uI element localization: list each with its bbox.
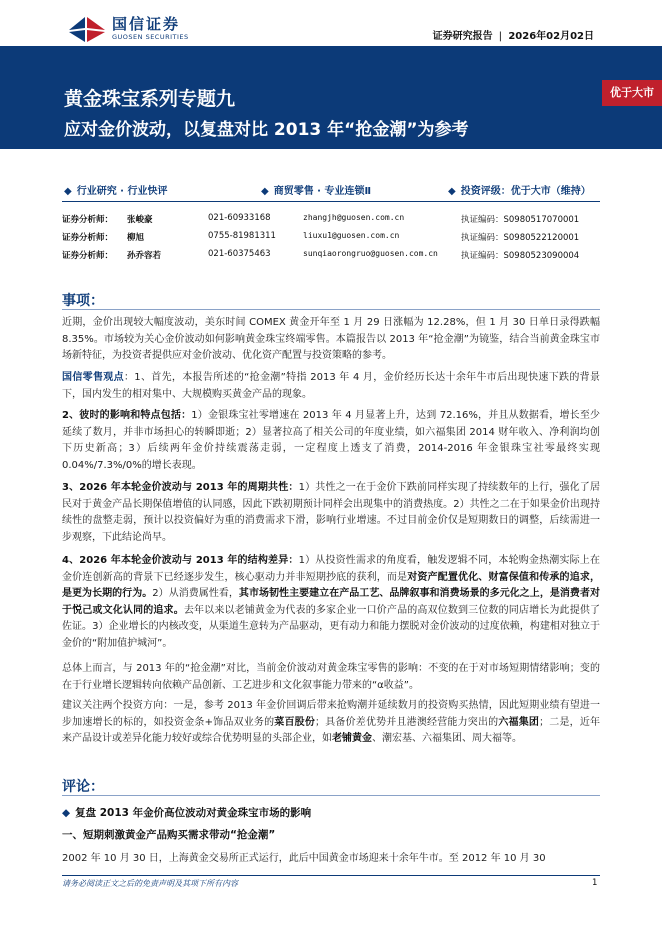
impact-lead: 2、彼时的影响和特点包括： <box>62 410 192 421</box>
difference-lead: 4、2026 年本轮金价波动与 2013 年的结构差异： <box>62 555 299 566</box>
stock-caibai: 菜百股份 <box>274 716 316 728</box>
header-separator: | <box>498 31 503 42</box>
rating-label: 投资评级：优于大市（维持） <box>460 186 591 197</box>
logo-name-cn: 国信证券 <box>112 15 181 33</box>
analyst-phone: 0755-81981311 <box>208 231 276 241</box>
para-impact <box>62 408 600 474</box>
difference-text-e: 去年以来以老铺黄金为代表的多家企业一口价产品的高双位数到三位数的同店增长为此提供了佐证。3）企业增长的内核改变，从渠道生意转为产品驱动，更有动力和能力摆脱对金价波动的过度依赖，构建相对独立于金价的“附加值护城河”。 <box>62 604 601 649</box>
section-title-comments: 评论： <box>62 779 104 795</box>
difference-emph-d: 其市场韧性主要建立在产品工艺、品牌叙事和消费场景的多元化之上，是消费者对于悦己或文化认同的追求。 <box>62 588 600 616</box>
commonality-text: 1）共性之一在于金价下跌前同样实现了持续数年的上行，强化了居民对于黄金产品长期保值增值的认同感，因此下跌初期预计同样会出现集中的消费热度。2）共性之二在于如果金价出现持续性的盘整走弱，预计以投资偏好为重的消费需求下滑，影响行业增速。不过目前金价仅是短期数日的调整，后续需进一步观察，下此结论尚早。 <box>62 482 600 543</box>
analyst-role: 证券分析师： <box>62 233 114 243</box>
para-intro: 近期，金价出现较大幅度波动，美东时间 COMEX 黄金开年至 1 月 29 日涨幅为 12.28%，但 1 月 30 日单日录得跌幅 8.35%。市场较为关心金价波动如何影响黄金珠宝终端零售。本篇报告以 2013 年“抢金潮”为镜鉴，结合当前黄金珠宝市场新特征，为投资者提供应对金价波动、优化资产配置与投资策略的参考。 <box>62 317 600 361</box>
recommend-text-e: ；二是，近年来产品设计或差异化能力较好或综合优势明显的头部企业，如 <box>62 716 601 744</box>
recommend-text-g: 、潮宏基、六福集团、周大福等。 <box>372 733 522 744</box>
stock-laopu: 老铺黄金 <box>332 733 372 744</box>
page-number: 1 <box>592 878 598 888</box>
impact-text: 1）金银珠宝社零增速在 2013 年 4 月显著上升，达到 72.16%，并且从数据看，增长至少延续了数月，并非市场担心的转瞬即逝；2）显著拉高了相关公司的年度业绩，如六福集团 2014 财年收入、净利润均创下历史新高；3）后续两年金价持续震荡走弱，一定程度上透支了消费，2014-2016 年金银珠宝社零最终实现 0.04%/7.3%/0%的增长表现。 <box>62 410 600 471</box>
section-rule <box>62 795 600 796</box>
analyst-phone: 021-60933168 <box>208 213 271 223</box>
rating-tag: 优于大市 <box>602 80 662 106</box>
analyst-name: 柳旭 <box>127 233 145 243</box>
stock-liufu: 六福集团 <box>498 716 540 728</box>
commonality-lead: 3、2026 年本轮金价波动与 2013 年的周期共性： <box>62 482 299 493</box>
analyst-cert: 执证编码：S0980522120001 <box>461 233 580 243</box>
section-rule <box>62 309 600 310</box>
meta-sector <box>261 182 371 197</box>
para-difference <box>62 553 600 652</box>
meta-industry <box>64 182 167 197</box>
analyst-email[interactable]: liuxu1@guosen.com.cn <box>303 231 400 240</box>
diamond-bullet-icon: ◆ <box>448 186 456 197</box>
analyst-role: 证券分析师： <box>62 251 114 261</box>
sub-heading: 一、短期刺激黄金产品购买需求带动“抢金潮” <box>62 829 276 841</box>
para-summary: 总体上而言，与 2013 年的“抢金潮”对比，当前金价波动对黄金珠宝零售的影响：不变的在于对市场短期情绪影响；变的在于行业增长逻辑转向依赖产品创新、工艺进步和文化叙事能力带来的“α收益”。 <box>62 663 600 691</box>
para-history: 2002 年 10 月 30 日，上海黄金交易所正式运行，此后中国黄金市场迎来十余年牛市。至 2012 年 10 月 30 <box>62 853 546 864</box>
bullet-heading <box>62 805 311 820</box>
diamond-bullet-icon: ◆ <box>64 186 72 197</box>
para-commonality <box>62 480 600 546</box>
analyst-email[interactable]: sunqiaorongruo@guosen.com.cn <box>303 249 438 258</box>
para-viewpoint <box>62 370 600 403</box>
recommend-text-a: 建议关注两个投资方向：一是，参考 2013 年金价回调后带来抢购潮并延续数月的投资购买热情，因此短期业绩有望进一步加速增长的标的，如投资金条+饰品双业务的 <box>62 700 600 728</box>
guosen-logo-icon <box>67 14 107 44</box>
section-title-events: 事项： <box>62 293 104 309</box>
report-title: 黄金珠宝系列专题九 <box>64 88 236 110</box>
difference-emph-b: 对资产配置优化、财富保值和传承的追求，是更为长期的行为。 <box>62 571 601 599</box>
diamond-bullet-icon: ◆ <box>261 186 269 197</box>
analyst-cert: 执证编码：S0980523090004 <box>461 251 580 261</box>
diamond-bullet-icon: ◆ <box>62 807 71 819</box>
logo-name-en: GUOSEN SECURITIES <box>112 33 189 41</box>
analyst-phone: 021-60375463 <box>208 249 271 259</box>
viewpoint-text: ：1、首先，本报告所述的“抢金潮”特指 2013 年 4 月，金价经历长达十余年牛市后出现快速下跌的背景下，国内发生的相对集中、大规模购买黄金产品的现象。 <box>62 372 601 400</box>
meta-rating <box>448 182 591 197</box>
difference-text-c: 2）从消费属性看， <box>152 588 239 599</box>
analyst-name: 张峻豪 <box>127 215 153 225</box>
report-subtitle: 应对金价波动，以复盘对比 2013 年“抢金潮”为参考 <box>64 120 469 140</box>
recommend-text-c: ；具备价差优势并且港澳经营能力突出的 <box>315 716 499 728</box>
analyst-name: 孙乔容若 <box>127 251 162 261</box>
report-date: 2026年02月02日 <box>508 31 594 42</box>
difference-text-a: 1）从投资性需求的角度看，触发逻辑不同，本轮购金热潮实际上在金价连创新高的背景下已经逐步发生，核心驱动力并非短期抄底的获利，而是 <box>62 555 600 583</box>
viewpoint-lead: 国信零售观点 <box>62 372 124 383</box>
analyst-role: 证券分析师： <box>62 215 114 225</box>
footer-rule <box>62 875 600 876</box>
industry-label: 行业研究 · 行业快评 <box>76 186 168 197</box>
report-type: 证券研究报告 <box>432 31 493 42</box>
bullet-heading-text: 复盘 2013 年金价高位波动对黄金珠宝市场的影响 <box>75 807 312 819</box>
meta-divider <box>62 201 600 202</box>
footer-disclaimer: 请务必阅读正文之后的免责声明及其项下所有内容 <box>62 879 238 888</box>
para-recommend <box>62 698 600 748</box>
analyst-cert: 执证编码：S0980517070001 <box>461 215 580 225</box>
analyst-email[interactable]: zhangjh@guosen.com.cn <box>303 213 405 222</box>
sector-label: 商贸零售 · 专业连锁Ⅱ <box>273 186 372 197</box>
report-header-meta <box>433 27 594 42</box>
